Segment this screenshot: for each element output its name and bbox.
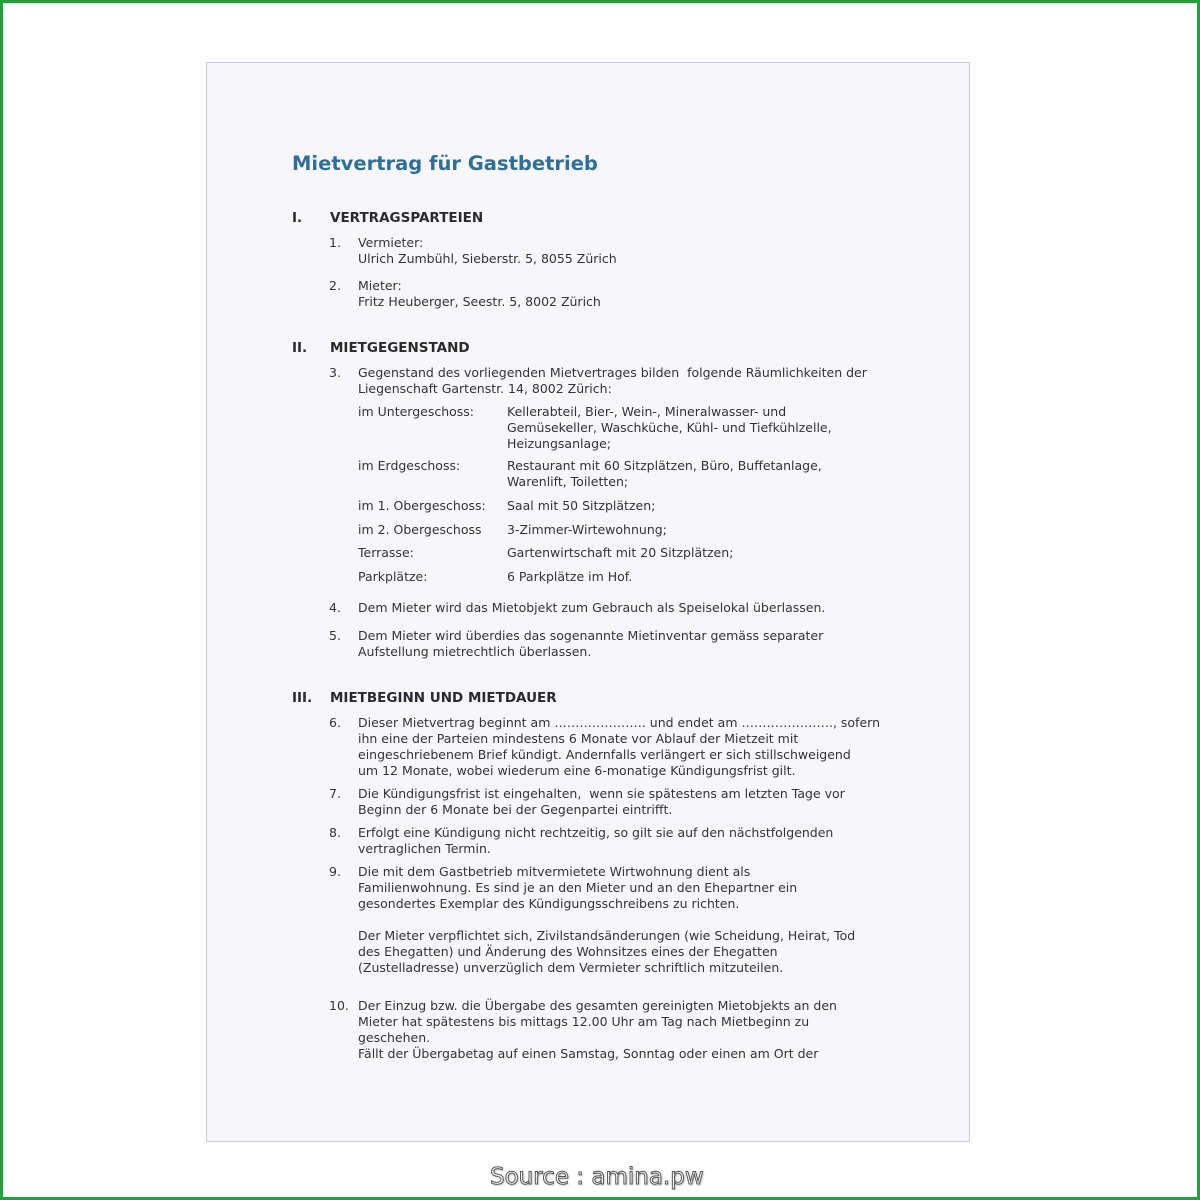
item-number: 9. — [329, 864, 341, 879]
item-text: Dem Mieter wird überdies das sogenannte Mietinventar gemäss separater Aufstellung mietrechtlich überlassen. — [358, 628, 824, 659]
premises-value: 3-Zimmer-Wirtewohnung; — [507, 522, 667, 537]
section-number: II. — [292, 340, 308, 356]
item-text: Dem Mieter wird das Mietobjekt zum Gebrauch als Speiselokal überlassen. — [358, 600, 826, 615]
section-number: III. — [292, 690, 313, 706]
item-text: Vermieter: Ulrich Zumbühl, Sieberstr. 5, 8055 Zürich — [358, 235, 617, 266]
premises-value: Saal mit 50 Sitzplätzen; — [507, 498, 656, 513]
item-number: 2. — [329, 278, 341, 293]
premises-value: 6 Parkplätze im Hof. — [507, 569, 633, 584]
premises-value: Kellerabteil, Bier-, Wein-, Mineralwasser- und Gemüsekeller, Waschküche, Kühl- und Tiefkühlzelle, Heizungsanlage; — [507, 404, 832, 451]
item-number: 4. — [329, 600, 341, 615]
item-text: Erfolgt eine Kündigung nicht rechtzeitig, so gilt sie auf den nächstfolgenden vertraglichen Termin. — [358, 825, 834, 856]
premises-label: im 2. Obergeschoss — [358, 522, 482, 537]
premises-label: Parkplätze: — [358, 569, 428, 584]
premises-label: Terrasse: — [358, 545, 414, 560]
item-text: Gegenstand des vorliegenden Mietvertrages bilden folgende Räumlichkeiten der Liegenschaft Gartenstr. 14, 8002 Zürich: — [358, 365, 867, 396]
item-number: 8. — [329, 825, 341, 840]
item-number: 6. — [329, 715, 341, 730]
source-watermark: Source : amina.pw — [490, 1164, 704, 1190]
item-number: 5. — [329, 628, 341, 643]
item-text: Der Einzug bzw. die Übergabe des gesamten gereinigten Mietobjekts an den Mieter hat spätestens bis mittags 12.00 Uhr am Tag nach Mietbeginn zu geschehen. Fällt der Übergabetag auf einen Samstag, Sonntag oder einen am Ort der — [358, 998, 837, 1061]
premises-value: Gartenwirtschaft mit 20 Sitzplätzen; — [507, 545, 734, 560]
item-text: Die mit dem Gastbetrieb mitvermietete Wirtwohnung dient als Familienwohnung. Es sind je an den Mieter und an den Ehepartner ein gesondertes Exemplar des Kündigungsschreibens zu richten. Der Mieter verpflichtet sich, Zivilstandsänderungen (wie Scheidung, Heirat, Tod des Ehegatten) und Änderung des Wohnsitzes eines der Ehegatten (Zustelladresse) unverzüglich dem Vermieter schriftlich mitzuteilen. — [358, 864, 856, 975]
premises-label: im Erdgeschoss: — [358, 458, 461, 473]
document-title: Mietvertrag für Gastbetrieb — [292, 152, 598, 175]
item-text: Mieter: Fritz Heuberger, Seestr. 5, 8002 Zürich — [358, 278, 601, 309]
section-title: MIETGEGENSTAND — [330, 340, 470, 356]
premises-label: im 1. Obergeschoss: — [358, 498, 486, 513]
section-number: I. — [292, 210, 303, 226]
section-title: MIETBEGINN UND MIETDAUER — [330, 690, 557, 706]
premises-label: im Untergeschoss: — [358, 404, 475, 419]
section-title: VERTRAGSPARTEIEN — [330, 210, 484, 226]
item-number: 10. — [329, 998, 349, 1013]
item-number: 3. — [329, 365, 341, 380]
item-number: 1. — [329, 235, 341, 250]
item-text: Die Kündigungsfrist ist eingehalten, wenn sie spätestens am letzten Tage vor Beginn der 6 Monate bei der Gegenpartei eintrifft. — [358, 786, 845, 817]
item-text: Dieser Mietvertrag beginnt am …………………. und endet am …………………., sofern ihn eine der Parteien mindestens 6 Monate vor Ablauf der Mietzeit mit eingeschriebenem Brief kündigt. Andernfalls verlängert er sich stillschweigend um 12 Monate, wobei wiederum eine 6-monatige Kündigungsfrist gilt. — [358, 715, 880, 778]
premises-value: Restaurant mit 60 Sitzplätzen, Büro, Buffetanlage, Warenlift, Toiletten; — [507, 458, 822, 489]
item-number: 7. — [329, 786, 341, 801]
